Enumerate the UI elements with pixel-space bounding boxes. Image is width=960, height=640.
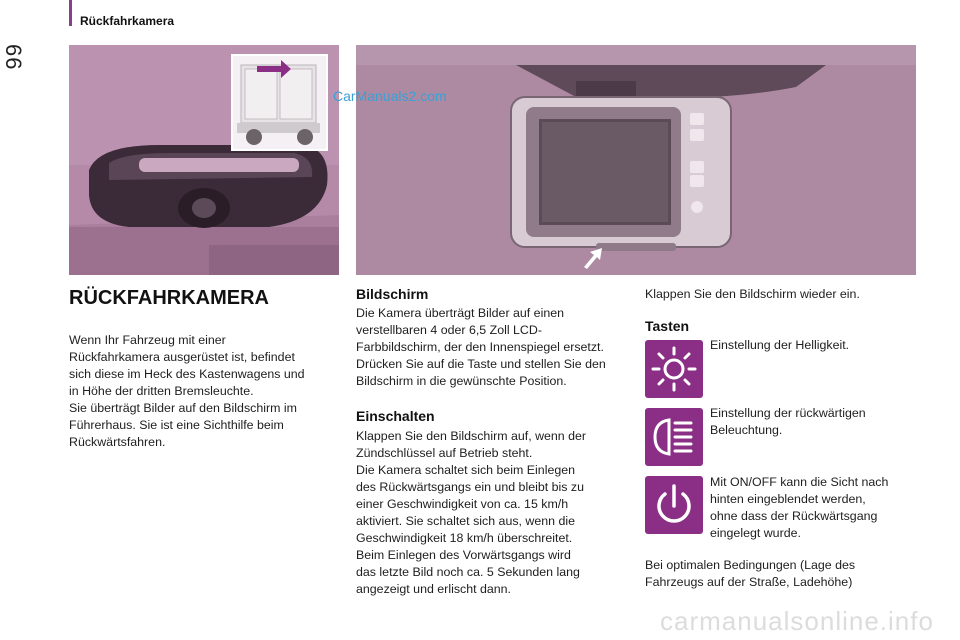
einschalten-paragraph: Klappen Sie den Bildschirm auf, wenn der Zündschlüssel auf Betrieb steht. Die Kamera schaltet sich beim Einlegen des Rückwärtsgangs ein und bleibt bis zu einer Geschwindigkeit von ca. 15 km/h aktiviert. Sie schaltet sich aus, wenn die Geschwindigkeit 18 km/h überschreitet. Beim Einlegen des Vorwärtsgangs wird das letzte Bild noch ca. 5 Sekunden lang angezeigt und erlischt dann. [356,429,587,596]
watermark-top[interactable]: CarManuals2.com [333,88,447,104]
einschalten-heading: Einschalten [356,408,435,424]
footer-note: Bei optimalen Bedingungen (Lage des Fahrzeugs auf der Straße, Ladehöhe) [645,558,856,589]
brightness-icon [645,340,703,398]
brake-light-camera-photo [69,45,339,275]
fold-back-text: Klappen Sie den Bildschirm wieder ein. [645,287,860,301]
tasten-heading: Tasten [645,318,690,334]
rear-lighting-description: Einstellung der rückwärtigen Beleuchtung. [710,406,866,437]
brightness-description: Einstellung der Helligkeit. [710,338,850,352]
brightness-button [645,340,703,398]
header-accent-bar [69,0,72,26]
main-heading: RÜCKFAHRKAMERA [69,287,269,309]
lcd-screen-photo [356,45,916,275]
power-button [645,476,703,534]
intro-paragraph: Wenn Ihr Fahrzeug mit einer Rückfahrkamera ausgerüstet ist, befindet sich diese im Heck des Kastenwagens und in Höhe der dritten Bremsleuchte. Sie überträgt Bilder auf den Bildschirm im Führerhaus. Sie ist eine Sichthilfe beim Rückwärtsfahren. [69,333,305,449]
brake-light-camera-illustration [69,45,339,275]
power-icon [645,476,703,534]
page-number: 66 [1,44,26,71]
lcd-screen-illustration [356,45,916,275]
rear-lighting-button [645,408,703,466]
rear-lighting-icon [645,408,703,466]
bildschirm-paragraph: Die Kamera überträgt Bilder auf einen verstellbaren 4 oder 6,5 Zoll LCD- Farbbildschirm, der den Innenspiegel ersetzt. Drücken Sie auf die Taste und stellen Sie den Bildschirm in die gewünschte Position. [356,306,606,388]
watermark-bottom: carmanualsonline.info [660,606,934,636]
power-description: Mit ON/OFF kann die Sicht nach hinten eingeblendet werden, ohne dass der Rückwärtsgang eingelegt wurde. [710,475,889,540]
bildschirm-heading: Bildschirm [356,286,429,302]
section-title: Rückfahrkamera [80,14,175,28]
